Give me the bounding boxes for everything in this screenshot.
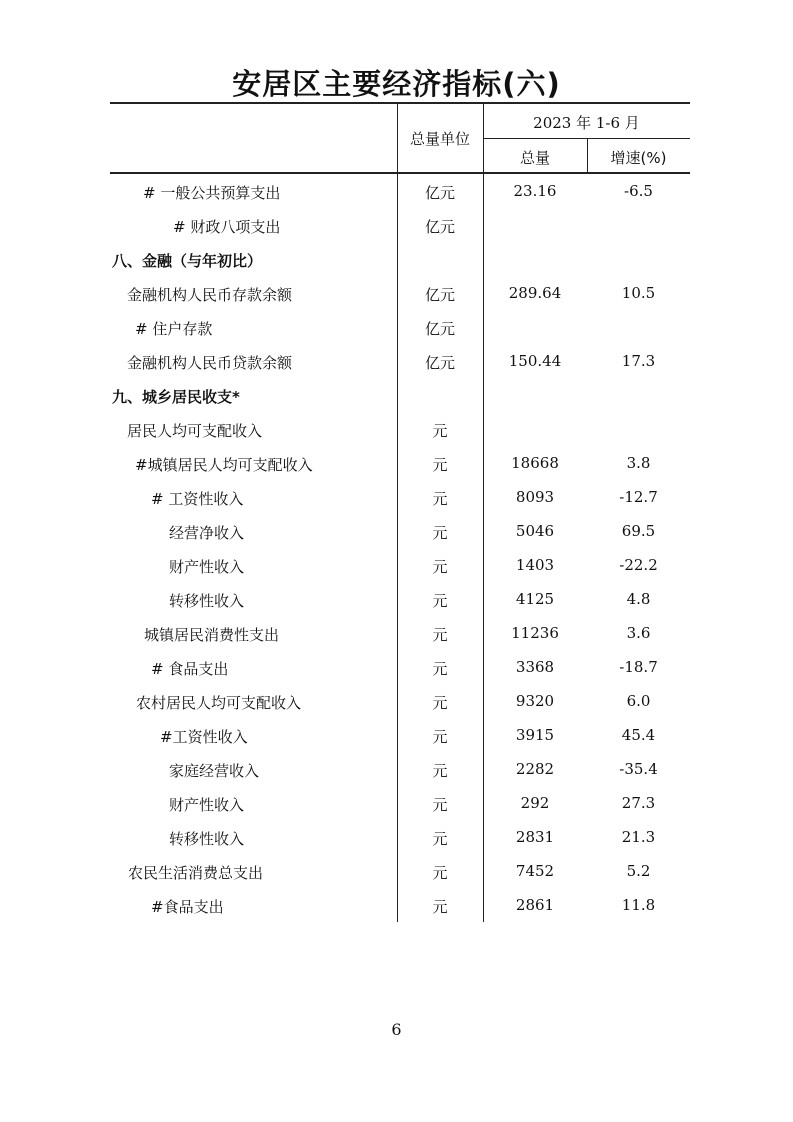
- row-total: 23.16: [513, 182, 557, 200]
- header-growth: 增速(%): [610, 149, 667, 167]
- table-row: [110, 276, 690, 310]
- row-growth: 45.4: [621, 726, 656, 744]
- table-row: [110, 480, 690, 514]
- row-total: 1403: [515, 556, 555, 574]
- table-row: [110, 514, 690, 548]
- row-total: 3915: [515, 726, 555, 744]
- row-unit: 元: [432, 660, 448, 678]
- row-unit: 元: [432, 864, 448, 882]
- row-total: 7452: [515, 862, 555, 880]
- row-name: 农村居民人均可支配收入: [136, 694, 302, 712]
- row-unit: 元: [432, 830, 448, 848]
- page-title: 安居区主要经济指标(六): [232, 67, 561, 101]
- row-total: 292: [520, 794, 550, 812]
- table-row: [110, 650, 690, 684]
- row-total: 18668: [511, 454, 559, 472]
- section-heading: 九、城乡居民收支*: [112, 388, 240, 406]
- row-growth: 11.8: [621, 896, 656, 914]
- table-row: [110, 854, 690, 888]
- table-row: [110, 174, 690, 208]
- header-total: 总量: [519, 149, 550, 167]
- table-row: [110, 344, 690, 378]
- table-row: [110, 412, 690, 446]
- row-name: #工资性收入: [160, 728, 248, 746]
- row-name: # 一般公共预算支出: [143, 184, 281, 202]
- table-row: [110, 616, 690, 650]
- table-row: [110, 310, 690, 344]
- row-name: 经营净收入: [169, 524, 245, 542]
- row-growth: 69.5: [621, 522, 656, 540]
- row-unit: 元: [432, 592, 448, 610]
- row-unit: 亿元: [424, 184, 455, 202]
- row-name: # 财政八项支出: [173, 218, 281, 236]
- row-unit: 亿元: [424, 286, 455, 304]
- row-growth: -6.5: [624, 182, 653, 200]
- row-growth: 21.3: [621, 828, 656, 846]
- row-unit: 元: [432, 694, 448, 712]
- table-row: [110, 752, 690, 786]
- row-growth: -35.4: [619, 760, 658, 778]
- row-name: 居民人均可支配收入: [127, 422, 263, 440]
- row-unit: 元: [432, 626, 448, 644]
- row-name: 金融机构人民币贷款余额: [127, 354, 293, 372]
- table-top-rule: [110, 102, 690, 104]
- row-growth: -22.2: [619, 556, 658, 574]
- row-name: 转移性收入: [169, 592, 245, 610]
- row-name: #城镇居民人均可支配收入: [135, 456, 313, 474]
- row-name: 农民生活消费总支出: [128, 864, 264, 882]
- table-row: [110, 242, 690, 276]
- row-growth: 27.3: [621, 794, 656, 812]
- row-growth: 3.6: [626, 624, 651, 642]
- table-row: [110, 548, 690, 582]
- row-total: 11236: [511, 624, 559, 642]
- row-total: 9320: [515, 692, 555, 710]
- row-unit: 元: [432, 524, 448, 542]
- row-growth: -18.7: [619, 658, 658, 676]
- row-name: #食品支出: [151, 898, 224, 916]
- row-growth: 10.5: [621, 284, 656, 302]
- row-name: # 食品支出: [151, 660, 229, 678]
- section-heading: 八、金融（与年初比）: [112, 252, 263, 270]
- table-row: [110, 378, 690, 412]
- table-row: [110, 582, 690, 616]
- row-growth: 5.2: [626, 862, 651, 880]
- row-total: 2831: [515, 828, 555, 846]
- row-unit: 亿元: [424, 218, 455, 236]
- page-number: 6: [391, 1020, 402, 1039]
- row-name: 家庭经营收入: [169, 762, 260, 780]
- row-name: 转移性收入: [169, 830, 245, 848]
- row-unit: 亿元: [424, 320, 455, 338]
- row-name: # 工资性收入: [151, 490, 244, 508]
- row-growth: -12.7: [619, 488, 658, 506]
- row-unit: 元: [432, 456, 448, 474]
- table-row: [110, 684, 690, 718]
- row-unit: 元: [432, 796, 448, 814]
- table-row: [110, 208, 690, 242]
- row-unit: 元: [432, 762, 448, 780]
- row-growth: 6.0: [626, 692, 651, 710]
- row-total: 5046: [515, 522, 555, 540]
- table-row: [110, 888, 690, 922]
- row-unit: 元: [432, 898, 448, 916]
- row-name: 财产性收入: [169, 558, 245, 576]
- row-unit: 元: [432, 728, 448, 746]
- row-unit: 元: [432, 490, 448, 508]
- row-total: 289.64: [508, 284, 562, 302]
- header-unit: 总量单位: [409, 130, 470, 148]
- row-total: 2282: [515, 760, 555, 778]
- row-growth: 3.8: [626, 454, 651, 472]
- row-unit: 亿元: [424, 354, 455, 372]
- row-total: 150.44: [508, 352, 562, 370]
- row-name: 财产性收入: [169, 796, 245, 814]
- row-total: 4125: [515, 590, 555, 608]
- row-name: 金融机构人民币存款余额: [127, 286, 293, 304]
- row-name: 城镇居民消费性支出: [144, 626, 280, 644]
- table-row: [110, 820, 690, 854]
- row-total: 8093: [515, 488, 555, 506]
- row-name: # 住户存款: [135, 320, 213, 338]
- row-growth: 4.8: [626, 590, 651, 608]
- row-growth: 17.3: [621, 352, 656, 370]
- table-row: [110, 786, 690, 820]
- header-period: 2023 年 1-6 月: [533, 114, 640, 132]
- row-total: 3368: [515, 658, 555, 676]
- row-unit: 元: [432, 422, 448, 440]
- table-row: [110, 718, 690, 752]
- table-row: [110, 446, 690, 480]
- row-total: 2861: [515, 896, 555, 914]
- row-unit: 元: [432, 558, 448, 576]
